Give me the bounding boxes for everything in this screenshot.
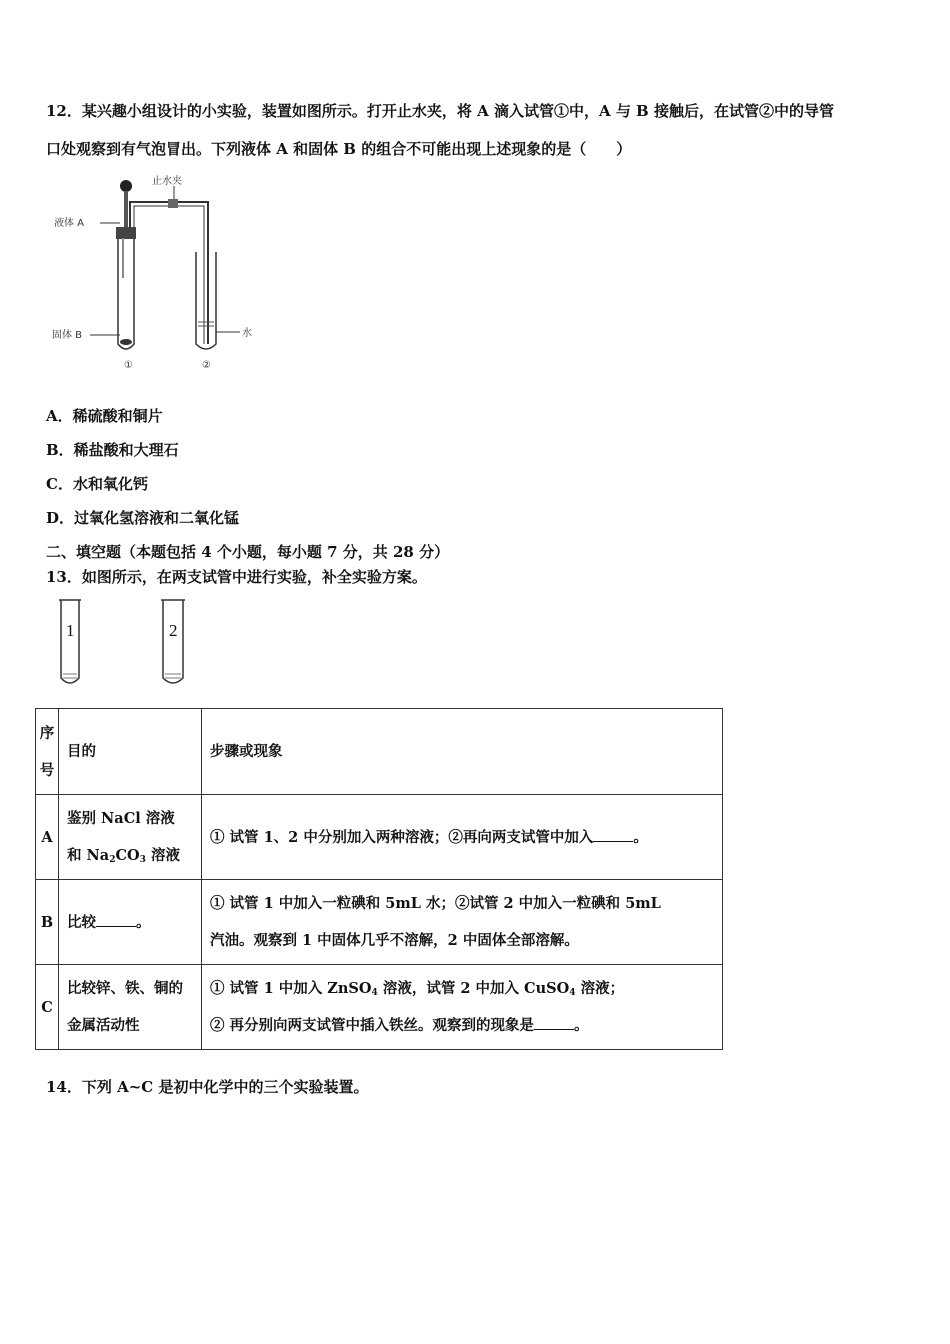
row-b-id: B — [36, 880, 59, 965]
solid-b-label: 固体 B — [52, 330, 83, 341]
liquid-a-label: 液体 A — [54, 218, 85, 229]
header-steps: 步骤或现象 — [202, 709, 723, 795]
q12-option-a: A．稀硫酸和铜片 — [46, 407, 163, 425]
row-a-steps: ① 试管 1、2 中分别加入两种溶液；②再向两支试管中加入 。 — [202, 795, 723, 880]
table-row — [36, 880, 723, 965]
table-header-row — [36, 709, 723, 795]
q12-option-b: B．稀盐酸和大理石 — [46, 441, 179, 459]
test-tube-2 — [196, 252, 216, 349]
q12-stem-line-1: 12．某兴趣小组设计的小实验，装置如图所示。打开止水夹，将 A 滴入试管①中，A 与 B 接触后，在试管②中的导管 — [46, 102, 834, 120]
row-a-aim: 鉴别 NaCl 溶液 和 $Na_2CO_3$ 溶液 — [59, 795, 202, 880]
answer-blank[interactable] — [534, 1015, 574, 1030]
q14-stem: 14．下列 A~C 是初中化学中的三个实验装置。 — [46, 1078, 369, 1096]
row-a-id: A — [36, 795, 59, 880]
q13-tube-1-label: 1 — [66, 621, 75, 640]
row-c-steps: ① 试管 1 中加入 ZnSO$_4$ 溶液，试管 2 中加入 CuSO$_4$ 溶液； ② 再分别向两支试管中插入铁丝。观察到的现象是 。 — [202, 965, 723, 1050]
q13-experiment-table — [35, 708, 723, 1050]
q13-test-tubes — [55, 598, 195, 690]
q12-stem-line-2: 口处观察到有气泡冒出。下列液体 A 和固体 B 的组合不可能出现上述现象的是（ ） — [46, 140, 632, 158]
answer-blank[interactable] — [96, 912, 136, 927]
q12-option-d: D．过氧化氢溶液和二氧化锰 — [46, 509, 240, 527]
q13-tube-2 — [161, 600, 185, 683]
q13-tube-1 — [59, 600, 81, 683]
header-seq: 序 号 — [39, 724, 55, 779]
tube-1-label: ① — [124, 360, 133, 371]
section-2-heading: 二、填空题（本题包括 4 个小题，每小题 7 分，共 28 分） — [46, 543, 450, 561]
test-tube-1 — [116, 227, 136, 349]
row-c-id: C — [36, 965, 59, 1050]
tube-2-label: ② — [202, 360, 211, 371]
q13-tube-2-label: 2 — [169, 621, 178, 640]
q12-option-c: C．水和氧化钙 — [46, 475, 148, 493]
row-b-aim: 比较 。 — [59, 880, 202, 965]
q13-stem: 13．如图所示，在两支试管中进行实验，补全实验方案。 — [46, 568, 427, 586]
header-aim: 目的 — [59, 709, 202, 795]
table-row — [36, 965, 723, 1050]
q12-apparatus-figure — [46, 172, 266, 372]
row-b-steps: ① 试管 1 中加入一粒碘和 5mL 水；②试管 2 中加入一粒碘和 5mL 汽油。观察到 1 中固体几乎不溶解，2 中固体全部溶解。 — [202, 880, 723, 965]
table-row — [36, 795, 723, 880]
water-label: 水 — [242, 328, 252, 339]
answer-blank[interactable] — [593, 827, 633, 842]
row-c-aim: 比较锌、铁、铜的 金属活动性 — [59, 965, 202, 1050]
clamp-label: 止水夹 — [152, 176, 182, 187]
